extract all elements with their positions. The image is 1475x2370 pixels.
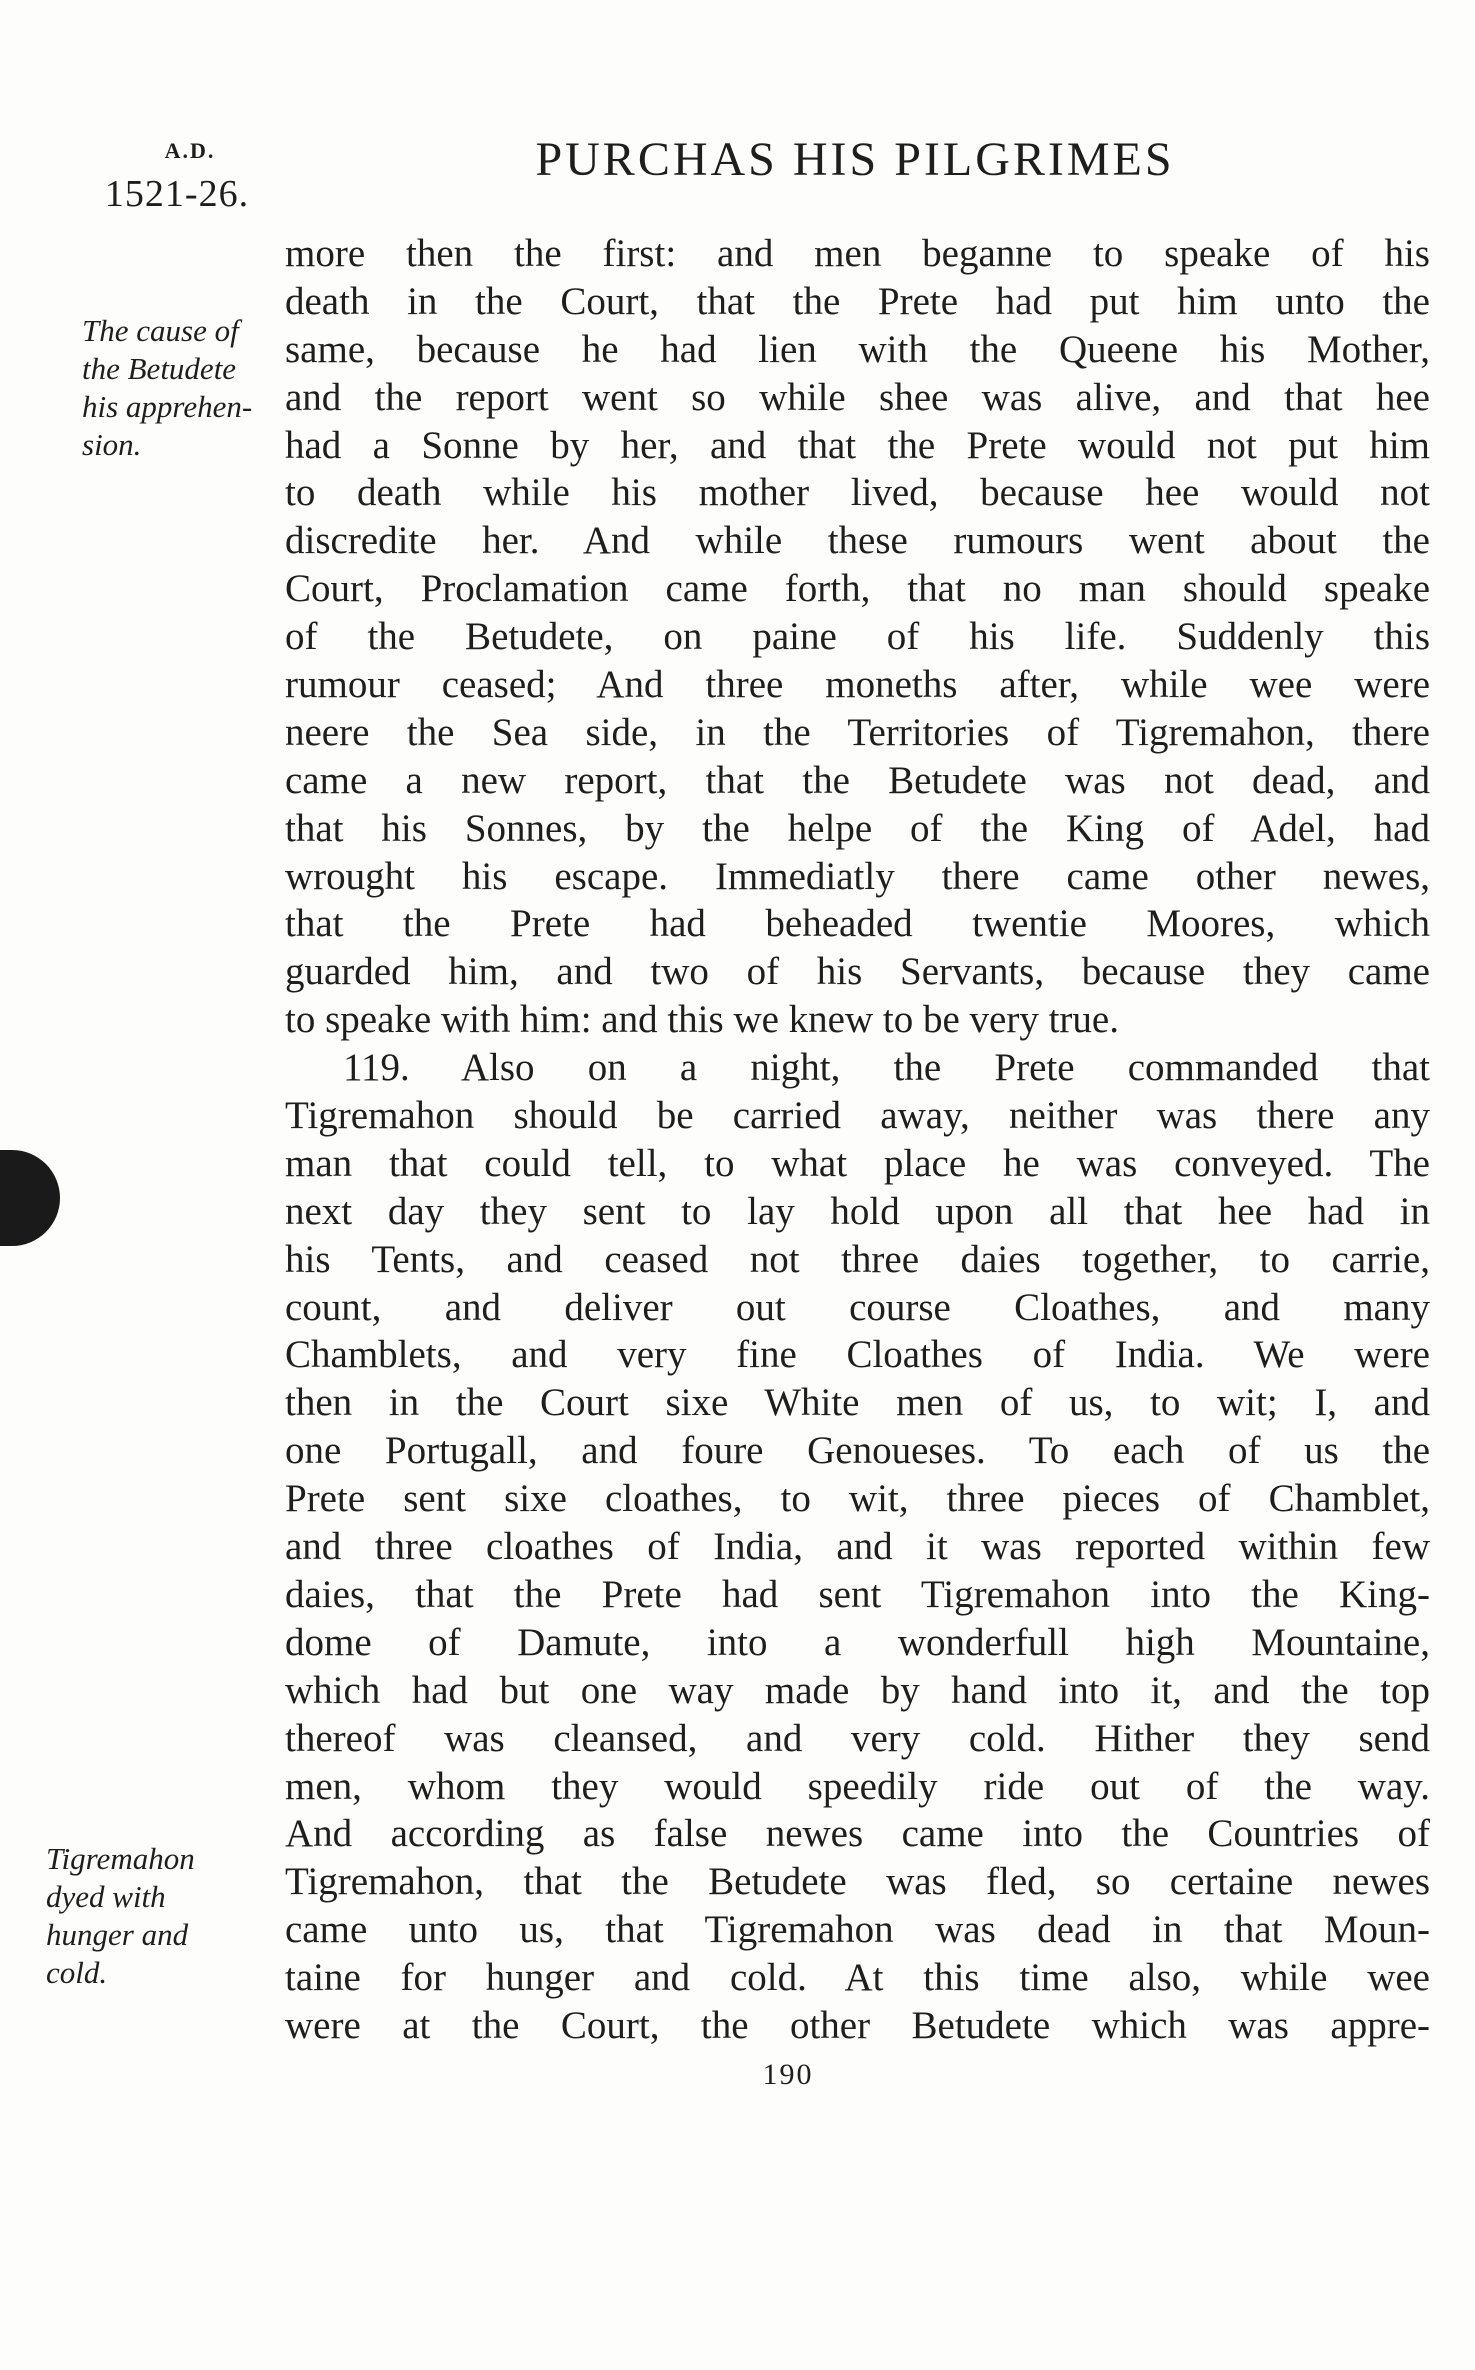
- marginal-note-line: his apprehen-: [82, 389, 253, 424]
- marginal-note-line: cold.: [46, 1955, 108, 1990]
- date-range: 1521-26.: [104, 173, 250, 215]
- text-line: which had but one way made by hand into it, and the top: [285, 1668, 1430, 1712]
- marginal-note-line: Tigremahon: [46, 1841, 195, 1876]
- text-line: man that could tell, to what place he was conveyed. The: [285, 1141, 1430, 1185]
- text-line: And according as false newes came into the Countries of: [285, 1812, 1430, 1856]
- text-line: guarded him, and two of his Servants, because they came: [285, 950, 1430, 994]
- text-line: count, and deliver out course Cloathes, and many: [285, 1285, 1430, 1329]
- text-line: dome of Damute, into a wonderfull high Mountaine,: [285, 1620, 1430, 1664]
- text-line: that the Prete had beheaded twentie Moores, which: [285, 902, 1430, 946]
- text-line: more then the first: and men beganne to speake of his: [285, 232, 1430, 275]
- text-line: of the Betudete, on paine of his life. Suddenly this: [285, 615, 1430, 659]
- text-line: Tigremahon should be carried away, neither was there any: [285, 1094, 1430, 1138]
- text-line: Tigremahon, that the Betudete was fled, so certaine newes: [285, 1860, 1430, 1904]
- text-line: daies, that the Prete had sent Tigremahon into the King-: [285, 1572, 1430, 1616]
- text-line: same, because he had lien with the Queene his Mother,: [285, 327, 1430, 371]
- text-line: death in the Court, that the Prete had put him unto the: [285, 279, 1430, 323]
- text-line: men, whom they would speedily ride out of the way.: [285, 1764, 1430, 1808]
- text-line: wrought his escape. Immediatly there came other newes,: [285, 854, 1430, 898]
- date-label: A.D.: [164, 138, 216, 163]
- text-line: taine for hunger and cold. At this time also, while wee: [285, 1956, 1430, 2000]
- text-line: came unto us, that Tigremahon was dead in that Moun-: [285, 1908, 1430, 1952]
- text-line: thereof was cleansed, and very cold. Hither they send: [285, 1716, 1430, 1760]
- text-line: that his Sonnes, by the helpe of the King of Adel, had: [285, 806, 1430, 850]
- text-line: to speake with him: and this we knew to be very true.: [285, 998, 1119, 1042]
- text-line: rumour ceased; And three moneths after, while wee were: [285, 663, 1430, 707]
- text-line: his Tents, and ceased not three daies together, to carrie,: [285, 1237, 1430, 1281]
- text-line: Prete sent sixe cloathes, to wit, three pieces of Chamblet,: [285, 1477, 1430, 1521]
- marginal-note-line: dyed with: [46, 1879, 166, 1914]
- marginal-note-line: The cause of: [82, 313, 239, 348]
- text-line: came a new report, that the Betudete was not dead, and: [285, 758, 1430, 802]
- text-line: and three cloathes of India, and it was reported within few: [285, 1525, 1430, 1569]
- text-line: were at the Court, the other Betudete which was appre-: [285, 2003, 1430, 2047]
- marginal-note-betudete: [82, 312, 252, 464]
- text-line: then in the Court sixe White men of us, to wit; I, and: [285, 1381, 1430, 1425]
- text-line: 119. Also on a night, the Prete commanded that: [343, 1046, 1430, 1090]
- marginal-note-line: hunger and: [46, 1917, 189, 1952]
- text-line: next day they sent to lay hold upon all that hee had in: [285, 1189, 1430, 1233]
- running-title: PURCHAS HIS PILGRIMES: [535, 133, 1175, 186]
- text-line: Chamblets, and very fine Cloathes of India. We were: [285, 1333, 1430, 1377]
- text-line: one Portugall, and foure Genoueses. To each of us the: [285, 1429, 1430, 1473]
- marginal-note-tigremahon: [46, 1840, 195, 1992]
- scan-shadow: [0, 1150, 60, 1246]
- text-line: to death while his mother lived, because hee would not: [285, 471, 1430, 515]
- text-line: and the report went so while shee was alive, and that hee: [285, 375, 1430, 419]
- marginal-note-line: the Betudete: [82, 351, 237, 386]
- text-line: had a Sonne by her, and that the Prete would not put him: [285, 423, 1430, 467]
- text-line: discredite her. And while these rumours went about the: [285, 519, 1430, 563]
- page-number: 190: [762, 2058, 814, 2091]
- marginal-note-line: sion.: [82, 427, 142, 462]
- text-line: neere the Sea side, in the Territories of Tigremahon, there: [285, 710, 1430, 754]
- text-line: Court, Proclamation came forth, that no man should speake: [285, 567, 1430, 611]
- body-text: [285, 230, 1430, 2050]
